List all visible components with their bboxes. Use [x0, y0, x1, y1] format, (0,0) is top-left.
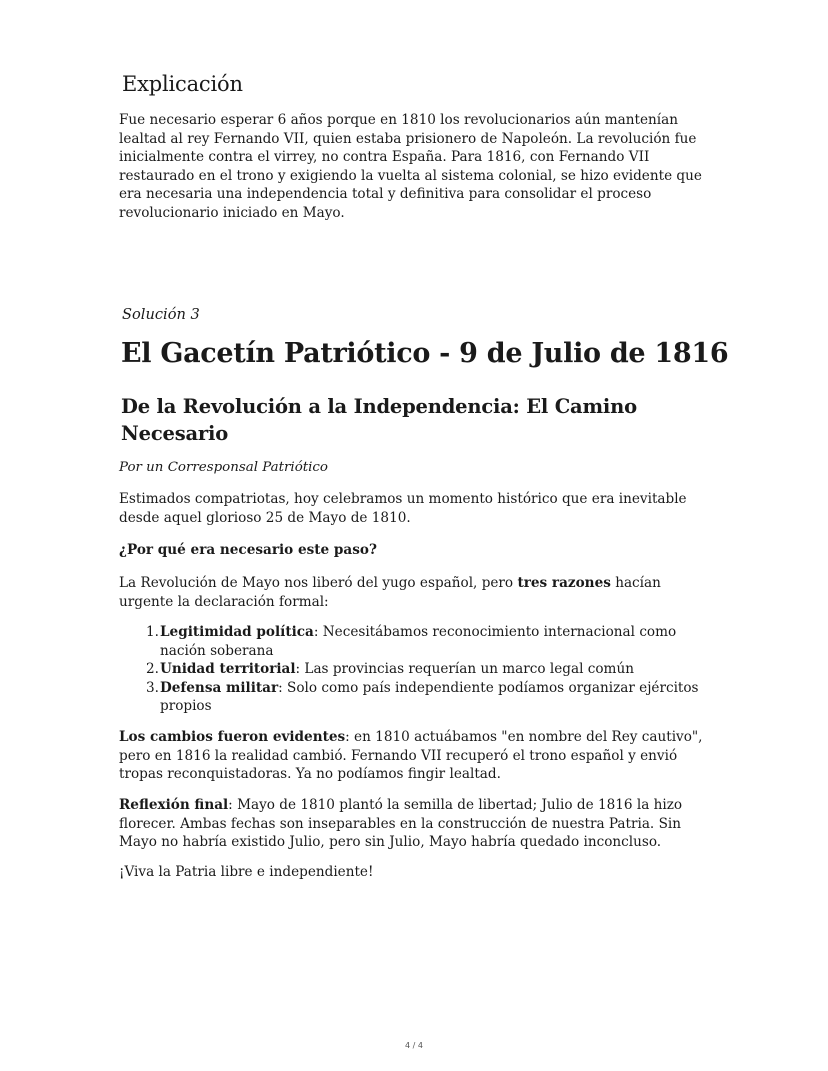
- question-heading: ¿Por qué era necesario este paso?: [119, 542, 377, 558]
- list-item-term: Legitimidad política: [160, 624, 314, 640]
- list-item-term: Unidad territorial: [160, 661, 296, 678]
- cambios-paragraph: [119, 728, 709, 784]
- razones-paragraph: [119, 574, 709, 611]
- list-item-number: 3.: [146, 679, 159, 696]
- razones-text-before: La Revolución de Mayo nos liberó del yugo español, pero: [119, 575, 518, 591]
- solution-label: Solución 3: [122, 306, 200, 323]
- list-item-text: : Las provincias requerían un marco legal común: [295, 661, 634, 678]
- explicacion-paragraph: Fue necesario esperar 6 años porque en 1810 los revolucionarios aún mantenían lealtad al rey Fernando VII, quien estaba prisionero de Napoleón. La revolución fue inicialmente contra el virrey, no contra España. Para 1816, con Fernando VII restaurado en el trono y exigiendo la vuelta al sistema colonial, se hizo evidente que era necesaria una independencia total y definitiva para consolidar el proceso revolucionario iniciado en Mayo.: [119, 112, 702, 221]
- intro-paragraph: Estimados compatriotas, hoy celebramos un momento histórico que era inevitable desde aquel glorioso 25 de Mayo de 1810.: [119, 491, 687, 526]
- reasons-list: [146, 623, 720, 716]
- list-item-term: Defensa militar: [160, 679, 279, 696]
- razones-text-after: hacían urgente la declaración formal:: [119, 575, 661, 610]
- list-item-number: 2.: [146, 661, 159, 678]
- reflexion-text: : Mayo de 1810 plantó la semilla de libertad; Julio de 1816 la hizo florecer. Ambas fechas son inseparables en la construcción de nuestra Patria. Sin Mayo no habría existido Julio, pero sin Julio, Mayo habría quedado inconcluso.: [119, 797, 683, 851]
- closing-line: ¡Viva la Patria libre e independiente!: [119, 864, 374, 880]
- list-item: [146, 623, 720, 660]
- article-subtitle: De la Revolución a la Independencia: El Camino Necesario: [121, 395, 637, 445]
- byline: Por un Corresponsal Patriótico: [119, 460, 328, 475]
- article-title: El Gacetín Patriótico - 9 de Julio de 1816: [121, 338, 729, 369]
- list-item: [146, 679, 720, 716]
- explicacion-heading: Explicación: [122, 72, 243, 96]
- list-item: [146, 660, 720, 679]
- page-number: 4 / 4: [405, 1041, 423, 1050]
- cambios-bold: Los cambios fueron evidentes: [119, 729, 346, 745]
- list-item-number: 1.: [146, 624, 159, 640]
- razones-bold: tres razones: [517, 575, 611, 591]
- list-item-text: : Solo como país independiente podíamos organizar ejércitos propios: [160, 679, 699, 715]
- reflexion-paragraph: [119, 796, 709, 852]
- list-item-text: : Necesitábamos reconocimiento internacional como nación soberana: [160, 624, 677, 659]
- reflexion-bold: Reflexión final: [119, 797, 229, 813]
- cambios-text: : en 1810 actuábamos "en nombre del Rey cautivo", pero en 1816 la realidad cambió. Fernando VII recuperó el trono español y envió tropas reconquistadoras. Ya no podíamos fingir lealtad.: [119, 729, 703, 783]
